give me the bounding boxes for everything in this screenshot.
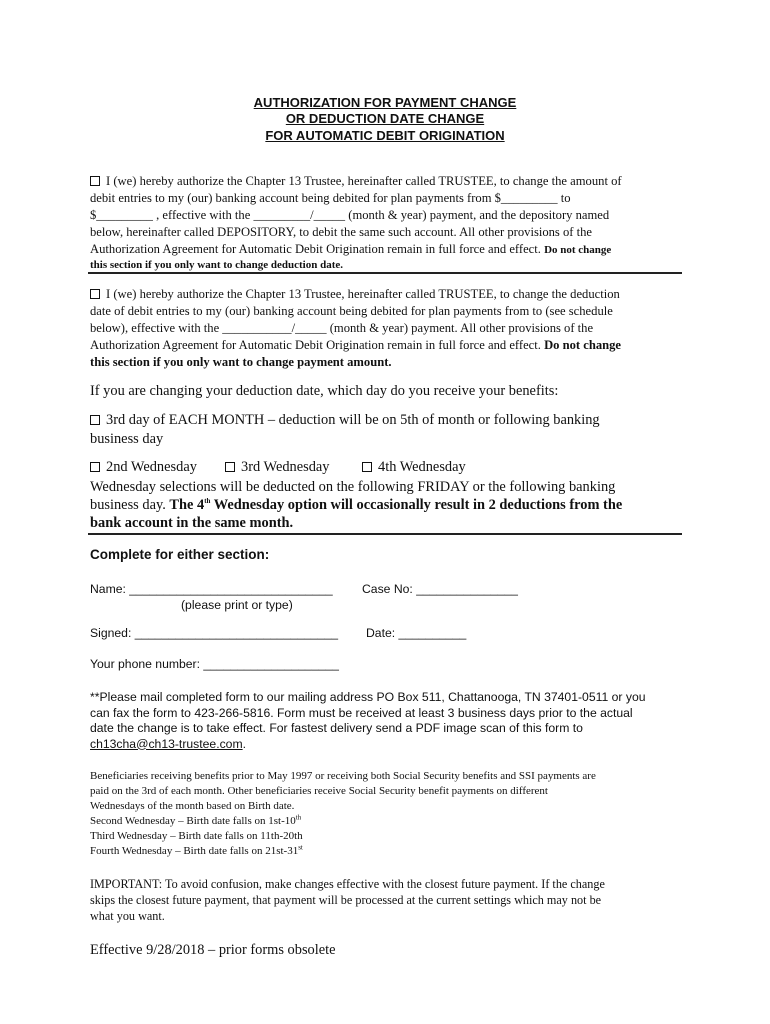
trustee-email-link[interactable]: ch13cha@ch13-trustee.com [90, 736, 243, 751]
phone-field[interactable]: Your phone number: ____________________ [90, 657, 339, 671]
option-3rd-day-label-cont: business day [90, 431, 164, 447]
form-title-line-1: AUTHORIZATION FOR PAYMENT CHANGE [253, 95, 517, 110]
section1-line3: $_________ , effective with the _________/_____ (month & year) payment, and the depository named [90, 208, 610, 222]
wednesday-note-line1: Wednesday selections will be deducted on the following FRIDAY or the following banking [90, 479, 616, 495]
divider-1 [88, 272, 682, 274]
important-line1: IMPORTANT: To avoid confusion, make changes effective with the closest future payment. If the change [90, 877, 605, 891]
mail-line1: **Please mail completed form to our mailing address PO Box 511, Chattanooga, TN 37401-0511 or you [90, 690, 646, 704]
section2-bold-note: Do not change [544, 338, 622, 352]
section1-bold-note-cont: this section if you only want to change deduction date. [90, 259, 344, 271]
name-field[interactable]: Name: ______________________________ [90, 582, 333, 596]
case-no-field[interactable]: Case No: _______________ [362, 582, 518, 596]
option-3rd-day-label: 3rd day of EACH MONTH – deduction will be on 5th of month or following banking [106, 412, 600, 428]
option-2nd-wed[interactable] [90, 458, 197, 477]
section-amount-change [90, 173, 682, 272]
amount-change-checkbox[interactable] [90, 176, 100, 186]
beneficiaries-line3: Wednesdays of the month based on Birth date. [90, 800, 295, 812]
section1-line2: debit entries to my (our) banking account being debited for plan payments from $_________ to [90, 191, 571, 205]
wednesday-note-bold-line3: bank account in the same month. [90, 515, 294, 531]
section2-line3: below), effective with the ___________/_____ (month & year) payment. All other provisions of the [90, 321, 594, 335]
beneficiaries-line2: paid on the 3rd of each month. Other beneficiaries receive Social Security benefit payments on different [90, 785, 548, 797]
deduction-question: If you are changing your deduction date, which day do you receive your benefits: [90, 383, 559, 399]
wednesday-note-bold-a: The 4 [169, 497, 205, 513]
option-3rd-wed-checkbox[interactable] [225, 462, 235, 472]
complete-heading: Complete for either section: [90, 547, 270, 562]
mail-instructions [90, 690, 690, 752]
option-3rd-day [90, 411, 682, 449]
date-change-checkbox[interactable] [90, 289, 100, 299]
print-hint: (please print or type) [181, 598, 293, 612]
form-title-line-3: FOR AUTOMATIC DEBIT ORIGINATION [265, 128, 505, 143]
wednesday-note [90, 478, 682, 532]
important-line3: what you want. [90, 909, 165, 923]
beneficiaries-info [90, 769, 682, 859]
section1-line4: below, hereinafter called DEPOSITORY, to debit the same such account. All other provisions of the [90, 225, 593, 239]
effective-date: Effective 9/28/2018 – prior forms obsolete [90, 942, 336, 958]
section1-line5: Authorization Agreement for Automatic Debit Origination remain in full force and effect. [90, 242, 541, 256]
signed-field[interactable]: Signed: ______________________________ [90, 626, 339, 640]
second-wednesday-rule: Second Wednesday – Birth date falls on 1st-10 [90, 815, 296, 827]
wednesday-note-line2: business day. [90, 497, 166, 513]
section2-line1: I (we) hereby authorize the Chapter 13 Trustee, hereinafter called TRUSTEE, to change the deduction [106, 287, 620, 301]
date-field[interactable]: Date: __________ [366, 626, 467, 640]
divider-2 [88, 533, 682, 535]
wednesday-note-bold-sup: th [204, 497, 211, 506]
section1-line1: I (we) hereby authorize the Chapter 13 Trustee, hereinafter called TRUSTEE, to change the amount of [106, 174, 622, 188]
option-3rd-day-checkbox[interactable] [90, 415, 100, 425]
section1-bold-note: Do not change [544, 244, 612, 256]
option-4th-wed-checkbox[interactable] [362, 462, 372, 472]
mail-line3: date the change is to take effect. For fastest delivery send a PDF image scan of this form to [90, 721, 583, 735]
option-3rd-wed-label: 3rd Wednesday [241, 459, 330, 475]
section2-line4: Authorization Agreement for Automatic Debit Origination remain in full force and effect. [90, 338, 541, 352]
fourth-wednesday-sup: st [298, 843, 303, 852]
wednesday-note-bold-b: Wednesday option will occasionally result in 2 deductions from the [210, 497, 623, 513]
second-wednesday-sup: th [295, 813, 302, 822]
fourth-wednesday-rule: Fourth Wednesday – Birth date falls on 21st-31 [90, 845, 299, 857]
email-period: . [242, 736, 246, 751]
option-2nd-wed-label: 2nd Wednesday [106, 459, 197, 475]
option-4th-wed-label: 4th Wednesday [378, 459, 466, 475]
section-date-change [90, 286, 682, 371]
option-2nd-wed-checkbox[interactable] [90, 462, 100, 472]
section2-bold-note-cont: this section if you only want to change payment amount. [90, 355, 392, 369]
option-3rd-wed[interactable] [225, 458, 330, 477]
important-line2: skips the closest future payment, that payment will be processed at the current settings which may not be [90, 893, 602, 907]
option-4th-wed[interactable] [362, 458, 466, 477]
third-wednesday-rule: Third Wednesday – Birth date falls on 11th-20th [90, 830, 303, 842]
section2-line2: date of debit entries to my (our) banking account being debited for plan payments from to (see schedule [90, 304, 613, 318]
mail-line2: can fax the form to 423-266-5816. Form must be received at least 3 business days prior to the actual [90, 705, 633, 720]
form-title-line-2: OR DEDUCTION DATE CHANGE [285, 111, 485, 126]
beneficiaries-line1: Beneficiaries receiving benefits prior to May 1997 or receiving both Social Security benefits and SSI payments are [90, 770, 596, 782]
important-note [90, 876, 682, 924]
